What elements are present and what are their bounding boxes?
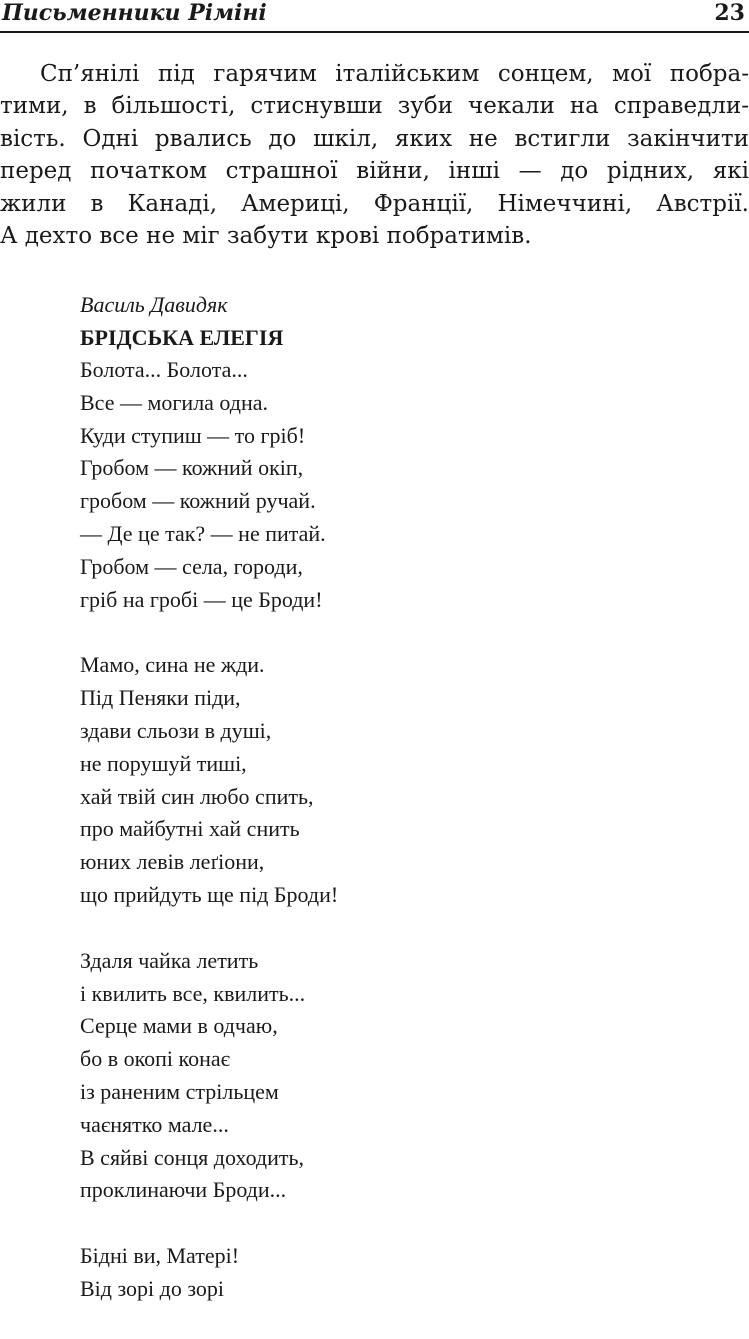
- prose-line: жили в Канаді, Америці, Франції, Німеччині, Австрії.: [0, 190, 749, 217]
- poem-line: Серце мами в одчаю,: [80, 1013, 278, 1039]
- prose-paragraph: [0, 58, 749, 252]
- poem-stanza: [80, 649, 720, 911]
- poem-line: не порушуй тиші,: [80, 750, 247, 776]
- poem-line: Здаля чайка летить: [80, 947, 259, 973]
- poem-line: чаєнятко мале...: [80, 1111, 229, 1137]
- prose-line: вість. Одні рвались до шкіл, яких не встигли закінчити: [0, 125, 749, 152]
- poem-line: із раненим стрільцем: [80, 1078, 279, 1104]
- poem-line: Під Пеняки піди,: [80, 685, 241, 711]
- poem-line: Мамо, сина не жди.: [80, 652, 265, 678]
- poem-stanza: [80, 1240, 720, 1306]
- prose-line: перед початком страшної війни, інші — до рідних, які: [0, 158, 749, 185]
- poem-stanza: [80, 945, 720, 1207]
- poem-author: Василь Давидяк: [80, 292, 228, 317]
- poem-line: Куди ступиш — то гріб!: [80, 422, 306, 448]
- running-header: [0, 0, 749, 33]
- poem-line: проклинаючи Броди...: [80, 1177, 287, 1203]
- poem-line: Гробом — села, городи,: [80, 553, 303, 579]
- poem-line: що прийдуть ще під Броди!: [80, 881, 339, 907]
- poem-line: здави сльози в душі,: [80, 717, 272, 743]
- prose-line: Сп’янілі під гарячим італійським сонцем, мої побра-: [40, 61, 749, 87]
- page-number: 23: [714, 0, 745, 26]
- poem-line: — Де це так? — не питай.: [80, 520, 326, 546]
- poem-line: про майбутні хай снить: [80, 816, 300, 842]
- poem-stanza: [80, 354, 720, 616]
- poem-line: В сяйві сонця доходить,: [80, 1144, 305, 1170]
- poem-line: Болота... Болота...: [80, 357, 248, 382]
- poem-line: Гробом — кожний окіп,: [80, 455, 304, 481]
- poem-line: Бідні ви, Матері!: [80, 1243, 240, 1269]
- prose-line: А дехто все не міг забути крові побратимів.: [0, 222, 532, 249]
- prose-line: тими, в більшості, стиснувши зуби чекали на справедли-: [0, 93, 749, 120]
- poem-line: Від зорі до зорі: [80, 1275, 225, 1301]
- poem-line: юних левів леґіони,: [80, 849, 265, 875]
- poem-line: гробом — кожний ручай.: [80, 488, 316, 514]
- poem-line: і квилить все, квилить...: [80, 980, 306, 1006]
- running-title: Письменники Ріміні: [2, 0, 267, 26]
- poem: [80, 288, 720, 1339]
- poem-line: Все — могила одна.: [80, 389, 269, 415]
- poem-line: бо в окопі конає: [80, 1046, 231, 1072]
- poem-line: хай твій син любо спить,: [80, 783, 314, 809]
- poem-line: гріб на гробі — це Броди!: [80, 586, 323, 612]
- poem-title: БРІДСЬКА ЕЛЕГІЯ: [80, 325, 284, 350]
